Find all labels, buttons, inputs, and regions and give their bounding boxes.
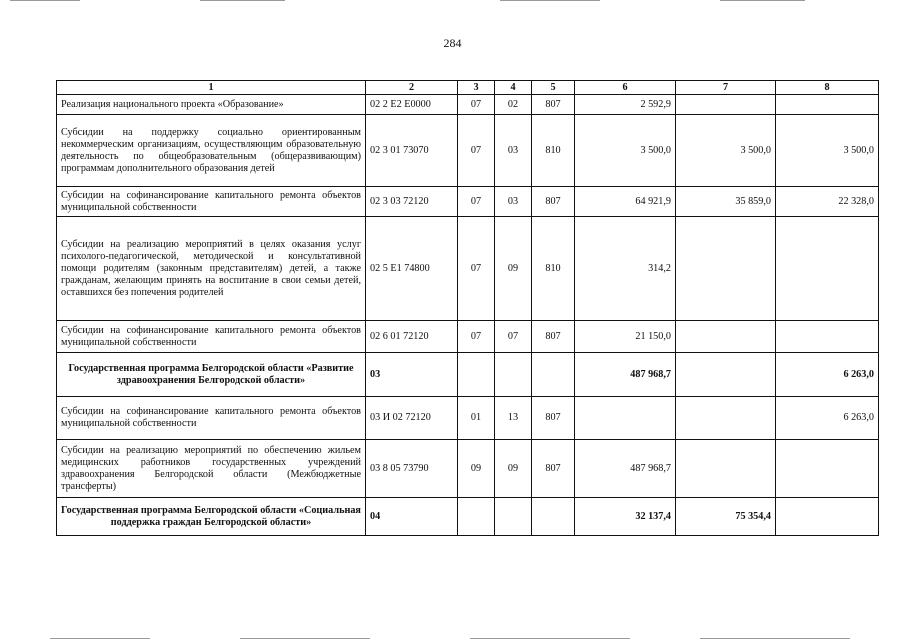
column-header: 8 — [776, 81, 879, 95]
row-description: Субсидии на софинансирование капитального ремонта объектов муниципальной собственности — [57, 397, 366, 440]
row-amount-8 — [776, 95, 879, 115]
row-amount-8 — [776, 498, 879, 536]
row-expense-type: 807 — [532, 397, 575, 440]
row-amount-7 — [676, 217, 776, 321]
column-header: 3 — [458, 81, 495, 95]
row-amount-6: 32 137,4 — [575, 498, 676, 536]
top-rule — [720, 0, 805, 1]
row-section: 07 — [458, 115, 495, 187]
row-code: 04 — [366, 498, 458, 536]
row-amount-6: 64 921,9 — [575, 187, 676, 217]
table-row — [57, 397, 879, 440]
top-rule — [200, 0, 285, 1]
row-subsection: 02 — [495, 95, 532, 115]
row-code: 02 2 Е2 Е0000 — [366, 95, 458, 115]
top-rule — [500, 0, 600, 1]
top-rule — [10, 0, 80, 1]
row-amount-6: 314,2 — [575, 217, 676, 321]
table-row — [57, 321, 879, 353]
table-row — [57, 217, 879, 321]
row-section: 07 — [458, 95, 495, 115]
row-amount-7 — [676, 95, 776, 115]
row-description: Реализация национального проекта «Образование» — [57, 95, 366, 115]
row-subsection: 03 — [495, 187, 532, 217]
row-section: 07 — [458, 187, 495, 217]
row-section: 09 — [458, 440, 495, 498]
row-expense-type — [532, 353, 575, 397]
row-subsection — [495, 498, 532, 536]
row-description: Субсидии на поддержку социально ориентированным некоммерческим организациям, осуществляющим образовательную деятельность по общеобразовательным (общеразвивающим) программам дополнительного образования детей — [57, 115, 366, 187]
row-expense-type: 807 — [532, 187, 575, 217]
row-amount-6: 21 150,0 — [575, 321, 676, 353]
row-description: Субсидии на софинансирование капитального ремонта объектов муниципальной собственности — [57, 187, 366, 217]
row-amount-8 — [776, 440, 879, 498]
row-expense-type: 810 — [532, 115, 575, 187]
program-row — [57, 498, 879, 536]
column-header: 6 — [575, 81, 676, 95]
row-code: 02 3 01 73070 — [366, 115, 458, 187]
row-amount-6 — [575, 397, 676, 440]
row-description: Субсидии на реализацию мероприятий по обеспечению жильем медицинских работников государственных учреждений здравоохранения Белгородской области (Межбюджетные трансферты) — [57, 440, 366, 498]
row-code: 02 3 03 72120 — [366, 187, 458, 217]
row-code: 03 — [366, 353, 458, 397]
row-section: 07 — [458, 217, 495, 321]
column-header: 2 — [366, 81, 458, 95]
column-header: 5 — [532, 81, 575, 95]
table-row — [57, 95, 879, 115]
row-amount-7: 75 354,4 — [676, 498, 776, 536]
row-expense-type: 807 — [532, 321, 575, 353]
row-amount-7 — [676, 440, 776, 498]
row-amount-7 — [676, 321, 776, 353]
column-header: 4 — [495, 81, 532, 95]
row-expense-type: 810 — [532, 217, 575, 321]
row-amount-8 — [776, 217, 879, 321]
bottom-rule — [470, 638, 630, 639]
row-section: 01 — [458, 397, 495, 440]
row-code: 03 8 05 73790 — [366, 440, 458, 498]
row-amount-6: 3 500,0 — [575, 115, 676, 187]
row-description: Государственная программа Белгородской области «Развитие здравоохранения Белгородской области» — [57, 353, 366, 397]
row-amount-8: 6 263,0 — [776, 353, 879, 397]
row-amount-6: 2 592,9 — [575, 95, 676, 115]
row-subsection — [495, 353, 532, 397]
row-description: Государственная программа Белгородской области «Социальная поддержка граждан Белгородской области» — [57, 498, 366, 536]
row-expense-type: 807 — [532, 440, 575, 498]
bottom-rule — [700, 638, 850, 639]
row-subsection: 09 — [495, 217, 532, 321]
row-amount-8: 3 500,0 — [776, 115, 879, 187]
column-header: 7 — [676, 81, 776, 95]
table-row — [57, 187, 879, 217]
row-amount-6: 487 968,7 — [575, 353, 676, 397]
row-expense-type — [532, 498, 575, 536]
table-row — [57, 440, 879, 498]
page-number: 284 — [443, 36, 462, 50]
row-code: 02 5 Е1 74800 — [366, 217, 458, 321]
row-amount-8: 6 263,0 — [776, 397, 879, 440]
row-amount-7: 35 859,0 — [676, 187, 776, 217]
header-row — [57, 81, 879, 95]
row-section — [458, 353, 495, 397]
row-code: 02 6 01 72120 — [366, 321, 458, 353]
row-amount-7 — [676, 397, 776, 440]
budget-table — [56, 80, 879, 536]
row-code: 03 И 02 72120 — [366, 397, 458, 440]
row-subsection: 07 — [495, 321, 532, 353]
bottom-rule — [240, 638, 370, 639]
row-subsection: 03 — [495, 115, 532, 187]
row-subsection: 13 — [495, 397, 532, 440]
row-amount-8: 22 328,0 — [776, 187, 879, 217]
bottom-rule — [50, 638, 150, 639]
row-amount-7: 3 500,0 — [676, 115, 776, 187]
row-amount-8 — [776, 321, 879, 353]
row-amount-6: 487 968,7 — [575, 440, 676, 498]
program-row — [57, 353, 879, 397]
row-expense-type: 807 — [532, 95, 575, 115]
row-description: Субсидии на реализацию мероприятий в целях оказания услуг психолого-педагогической, методической и консультативной помощи родителям (законным представителям) детей, а также гражданам, желающим принять на воспитание в свои семьи детей, оставшихся без попечения родителей — [57, 217, 366, 321]
row-description: Субсидии на софинансирование капитального ремонта объектов муниципальной собственности — [57, 321, 366, 353]
column-header: 1 — [57, 81, 366, 95]
table-row — [57, 115, 879, 187]
row-subsection: 09 — [495, 440, 532, 498]
row-section — [458, 498, 495, 536]
row-amount-7 — [676, 353, 776, 397]
row-section: 07 — [458, 321, 495, 353]
